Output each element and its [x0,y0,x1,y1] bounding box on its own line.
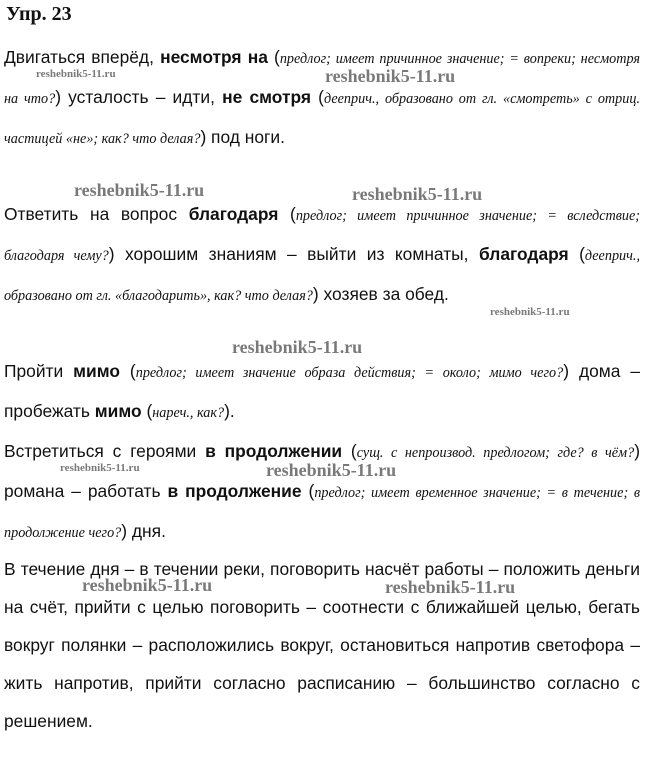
text: Пройти [4,361,74,381]
grammar-note: предлог; имеет временное значение; = в течение; в продолжение чего? [4,485,640,541]
grammar-note: сущ. с непроизвод. предлогом; где? в чём? [356,445,635,461]
watermark: reshebnik5-11.ru [60,462,140,474]
text: ( [568,244,585,264]
watermark: reshebnik5-11.ru [74,180,205,200]
text: ( [311,87,324,107]
text: ( [120,361,136,381]
grammar-note: предлог; имеет причинное значение; = вопреки; несмотря на что? [4,51,641,107]
highlighted-word: мимо [94,401,142,421]
text: ( [342,441,357,461]
text: ) хозяев за обед. [312,284,449,304]
highlighted-word: мимо [73,361,120,381]
text: ) романа – работать [4,441,640,501]
text: ). [224,401,235,421]
text: ( [267,47,280,67]
grammar-note: предлог; имеет значение образа действия; = около; мимо чего? [135,365,564,381]
text: ( [141,401,153,421]
paragraph-word-pairs: В течение дня – в течении реки, поговорить насчёт работы – положить деньги на счёт, прийти с целью поговорить – соотнести с ближайшей целью, бегать вокруг полянки – расположились вокруг, остановиться напротив светофора – жить напротив, прийти согласно расписанию – большинство согласно с решением. [4,559,640,731]
grammar-note: нареч., как? [152,405,225,421]
highlighted-word: благодаря [478,244,569,264]
text: ) хорошим знаниям – выйти из комнаты, [108,244,479,264]
watermark: reshebnik5-11.ru [325,66,456,86]
watermark: reshebnik5-11.ru [36,68,116,80]
text: Ответить на вопрос [4,204,189,224]
highlighted-word: в продолжении [205,441,343,461]
text: ( [278,204,296,224]
grammar-note: дееприч., образовано от гл. «благодарить», как? что делая? [4,248,640,304]
grammar-note: дееприч., образовано от гл. «смотреть» с отриц. частицей «не»; как? что делая? [4,91,641,147]
watermark: reshebnik5-11.ru [82,575,213,595]
highlighted-word: не смотря [222,87,312,107]
exercise-title: Упр. 23 [6,3,72,25]
text: ) под ноги. [200,127,285,147]
text: Двигаться вперёд, [4,47,161,67]
highlighted-word: благодаря [188,204,279,224]
grammar-note: предлог; имеет причинное значение; = вследствие; благодаря чему? [4,208,641,264]
watermark: reshebnik5-11.ru [490,306,570,318]
watermark: reshebnik5-11.ru [385,577,516,597]
text: ) дома – пробежать [4,361,640,421]
paragraph-prodolzhenie [4,432,640,552]
watermark: reshebnik5-11.ru [232,337,363,357]
text: ) дня. [121,521,166,541]
paragraph-blagodarya [4,195,640,315]
paragraph-nesmotrya [4,38,640,158]
watermark: reshebnik5-11.ru [266,460,397,480]
text: ( [301,481,315,501]
highlighted-word: несмотря на [160,47,268,67]
text: ) усталость – идти, [55,87,223,107]
text: Встретиться с героями [4,441,206,461]
paragraph-mimo [4,352,640,432]
highlighted-word: в продолжение [167,481,302,501]
watermark: reshebnik5-11.ru [352,184,483,204]
